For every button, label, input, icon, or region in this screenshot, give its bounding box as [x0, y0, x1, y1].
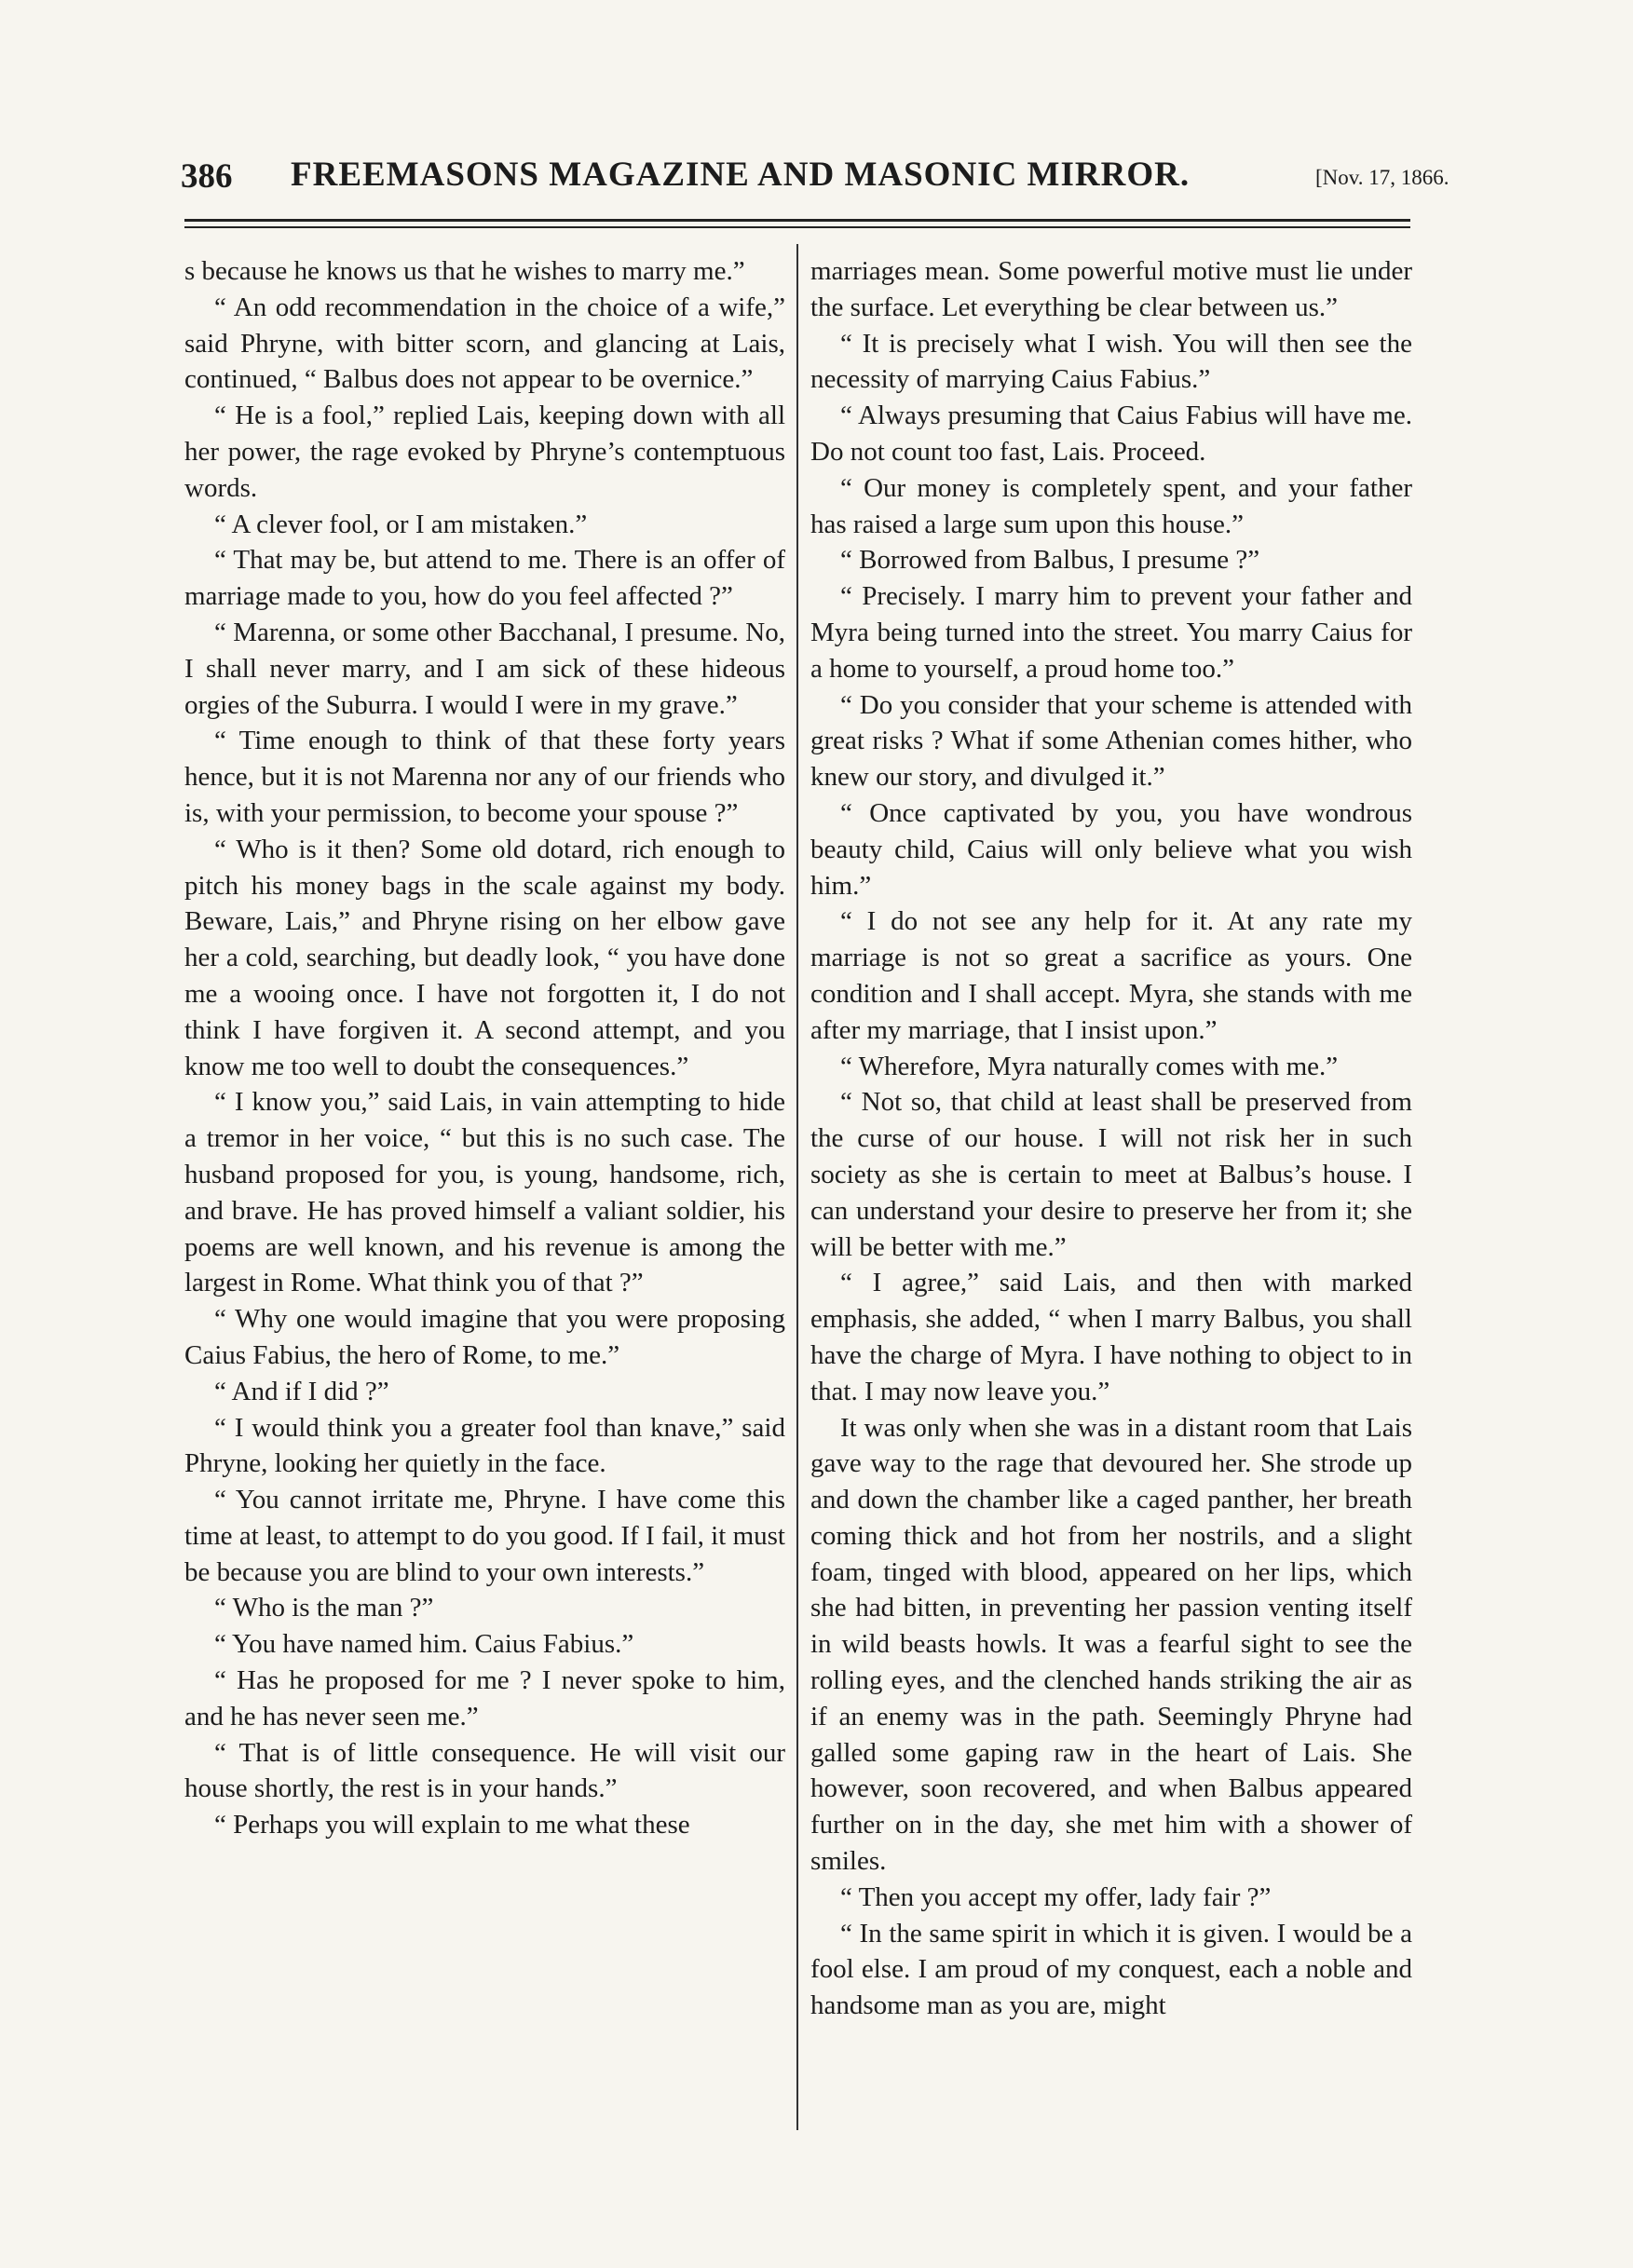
paragraph: “ You cannot irritate me, Phryne. I have come this time at least, to attempt to do you good. If I fail, it must be because you are blind to your own interests.” — [184, 1485, 785, 1587]
paragraph: “ Who is the man ?” — [214, 1593, 434, 1623]
paragraph: s because he knows us that he wishes to marry me.” — [184, 256, 745, 286]
paragraph: “ You have named him. Caius Fabius.” — [214, 1629, 634, 1660]
header-rule-bottom — [184, 226, 1410, 228]
paragraph: “ That is of little consequence. He will visit our house shortly, the rest is in your hands.” — [184, 1737, 785, 1804]
paragraph: “ Wherefore, Myra naturally comes with me.” — [840, 1051, 1339, 1081]
paragraph: “ He is a fool,” replied Lais, keeping down with all her power, the rage evoked by Phryne’s contemptuous words. — [184, 401, 785, 503]
column-divider — [796, 244, 798, 2130]
paragraph: “ Our money is completely spent, and your father has raised a large sum upon this house.” — [810, 472, 1412, 539]
paragraph: It was only when she was in a distant room that Lais gave way to the rage that devoured her. She strode up and down the chamber like a caged panther, her breath coming thick and hot from her nostrils, and a slight foam, tinged with blood, appeared on her lips, which she had bitten, in preventing her passion venting itself in wild beasts howls. It was a fearful sight to see the rolling eyes, and the clenched hands striking the air as if an enemy was in the path. Seemingly Phryne had galled some gaping raw in the heart of Lais. She however, soon recovered, and when Balbus appeared further on in the day, she met him with a shower of smiles. — [810, 1412, 1412, 1877]
paragraph: “ Once captivated by you, you have wondrous beauty child, Caius will only believe what you wish him.” — [810, 797, 1412, 901]
paragraph: “ Marenna, or some other Bacchanal, I presume. No, I shall never marry, and I am sick of these hideous orgies of the Suburra. I would I were in my grave.” — [184, 617, 785, 720]
paragraph: “ That may be, but attend to me. There is an offer of marriage made to you, how do you feel affected ?” — [184, 545, 785, 612]
paragraph: “ Then you accept my offer, lady fair ?” — [840, 1881, 1272, 1912]
paragraph: “ Has he proposed for me ? I never spoke to him, and he has never seen me.” — [184, 1665, 785, 1732]
paragraph: “ I do not see any help for it. At any rate my marriage is not so great a sacrifice as yours. One condition and I shall accept. Myra, she stands with me after my marriage, that I insist upon.” — [810, 906, 1412, 1045]
paragraph: “ Borrowed from Balbus, I presume ?” — [840, 545, 1260, 576]
paragraph: “ It is precisely what I wish. You will then see the necessity of marrying Caius Fabius.” — [810, 328, 1412, 395]
paragraph: “ Always presuming that Caius Fabius will have me. Do not count too fast, Lais. Proceed. — [810, 401, 1412, 467]
paragraph: “ Time enough to think of that these forty years hence, but it is not Marenna nor any of our friends who is, with your permission, to become your spouse ?” — [184, 726, 785, 828]
header-rule-top — [184, 219, 1410, 222]
paragraph: “ Precisely. I marry him to prevent your father and Myra being turned into the street. You marry Caius for a home to yourself, a proud home too.” — [810, 581, 1412, 684]
paragraph: “ Do you consider that your scheme is attended with great risks ? What if some Athenian comes hither, who knew our story, and divulged it.” — [810, 689, 1412, 793]
paragraph: “ Who is it then? Some old dotard, rich enough to pitch his money bags in the scale against my body. Beware, Lais,” and Phryne rising on her elbow gave her a cold, searching, but deadly look, “ you have done me a wooing once. I have not forgotten it, I do not think I have forgiven it. A second attempt, and you know me too well to doubt the consequences.” — [184, 834, 785, 1081]
paragraph: “ And if I did ?” — [214, 1376, 389, 1406]
left-column — [184, 253, 785, 1843]
paragraph: “ An odd recommendation in the choice of a wife,” said Phryne, with bitter scorn, and glancing at Lais, continued, “ Balbus does not appear to be overnice.” — [184, 292, 785, 395]
issue-date: [Nov. 17, 1866. — [1315, 166, 1449, 189]
page-number: 386 — [181, 157, 233, 196]
paragraph: “ Why one would imagine that you were proposing Caius Fabius, the hero of Rome, to me.” — [184, 1304, 785, 1370]
paragraph: “ I agree,” said Lais, and then with marked emphasis, she added, “ when I marry Balbus, you shall have the charge of Myra. I have nothing to object to in that. I may now leave you.” — [810, 1268, 1412, 1406]
paragraph: “ Not so, that child at least shall be preserved from the curse of our house. I will not risk her in such society as she is certain to meet at Balbus’s house. I can understand your desire to preserve her from it; she will be better with me.” — [810, 1087, 1412, 1262]
right-column — [810, 253, 1412, 2024]
paragraph: “ I know you,” said Lais, in vain attempting to hide a tremor in her voice, “ but this is no such case. The husband proposed for you, is young, handsome, rich, and brave. He has proved himself a valiant soldier, his poems are well known, and his revenue is among the largest in Rome. What think you of that ?” — [184, 1087, 785, 1298]
paragraph: “ Perhaps you will explain to me what these — [214, 1810, 690, 1840]
magazine-title: FREEMASONS MAGAZINE AND MASONIC MIRROR. — [291, 156, 1191, 194]
paragraph: “ A clever fool, or I am mistaken.” — [214, 509, 588, 539]
paragraph: “ I would think you a greater fool than knave,” said Phryne, looking her quietly in the face. — [184, 1412, 785, 1479]
paragraph: “ In the same spirit in which it is given. I would be a fool else. I am proud of my conquest, each a noble and handsome man as you are, might — [810, 1918, 1412, 2021]
paragraph: marriages mean. Some powerful motive must lie under the surface. Let everything be clear between us.” — [810, 256, 1412, 322]
